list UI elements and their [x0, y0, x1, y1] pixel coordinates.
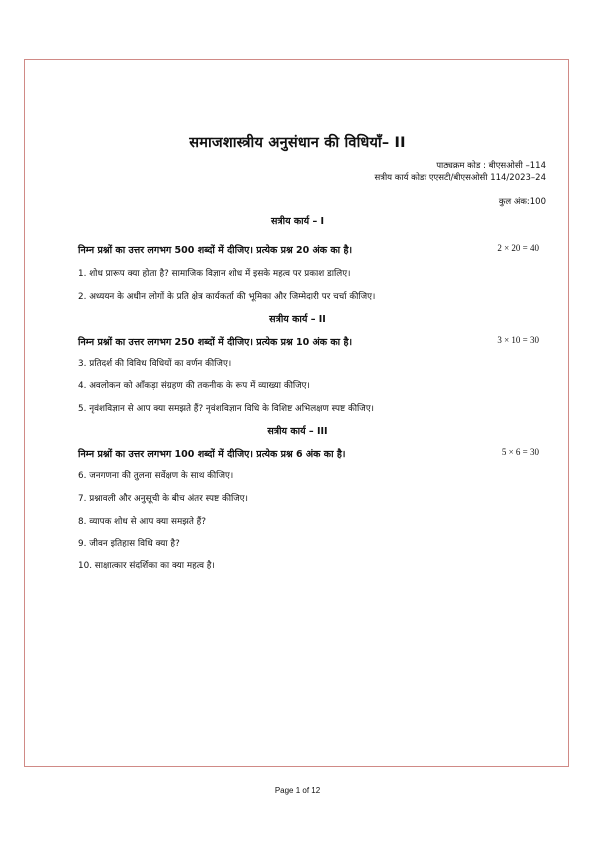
- question-item: 2. अध्ययन के अधीन लोगों के प्रति क्षेत्र कार्यकर्ता की भूमिका और जिम्मेदारी पर चर्चा कीजिए।: [78, 292, 376, 302]
- question-item: 4. अवलोकन को आँकड़ा संग्रहण की तकनीक के रूप में व्याख्या कीजिए।: [78, 381, 310, 391]
- section-marks: 2 × 20 = 40: [497, 243, 539, 253]
- section-marks: 3 × 10 = 30: [497, 335, 539, 345]
- question-item: 8. व्यापक शोध से आप क्या समझते हैं?: [78, 517, 207, 527]
- question-item: 10. साक्षात्कार संदर्शिका का क्या महत्व है।: [78, 561, 215, 571]
- assignment-code: सत्रीय कार्य कोडः एएसटी/बीएसओसी 114/2023–24: [374, 173, 546, 183]
- section-marks: 5 × 6 = 30: [501, 447, 539, 457]
- page-number: Page 1 of 12: [274, 786, 321, 795]
- question-item: 7. प्रश्नावली और अनुसूची के बीच अंतर स्पष्ट कीजिए।: [78, 494, 248, 504]
- course-code: पाठ्यक्रम कोड : बीएसओसी –114: [436, 161, 546, 171]
- section-heading: सत्रीय कार्य – III: [267, 426, 328, 437]
- section-heading: सत्रीय कार्य – I: [270, 216, 325, 227]
- section-heading: सत्रीय कार्य – II: [269, 314, 326, 325]
- question-item: 6. जनगणना की तुलना सर्वेक्षण के साथ कीजिए।: [78, 471, 234, 481]
- total-marks: कुल अंक:100: [498, 197, 546, 207]
- question-item: 3. प्रतिदर्श की विविध विधियों का वर्णन कीजिए।: [78, 359, 232, 369]
- document-title: समाजशास्त्रीय अनुसंधान की विधियाँ– II: [189, 135, 406, 151]
- section-instruction: निम्न प्रश्नों का उत्तर लगभग 500 शब्दों में दीजिए। प्रत्येक प्रश्न 20 अंक का है।: [78, 245, 353, 256]
- question-item: 1. शोध प्रारूप क्या होता है? सामाजिक विज्ञान शोध में इसके महत्व पर प्रकाश डालिए।: [78, 269, 351, 279]
- question-item: 5. नृवंशविज्ञान से आप क्या समझते हैं? नृवंशविज्ञान विधि के विशिष्ट अभिलक्षण स्पष्ट कीजिए।: [78, 404, 375, 414]
- section-instruction: निम्न प्रश्नों का उत्तर लगभग 100 शब्दों में दीजिए। प्रत्येक प्रश्न 6 अंक का है।: [78, 449, 346, 460]
- section-instruction: निम्न प्रश्नों का उत्तर लगभग 250 शब्दों में दीजिए। प्रत्येक प्रश्न 10 अंक का है।: [78, 337, 353, 348]
- question-item: 9. जीवन इतिहास विधि क्या है?: [78, 539, 180, 549]
